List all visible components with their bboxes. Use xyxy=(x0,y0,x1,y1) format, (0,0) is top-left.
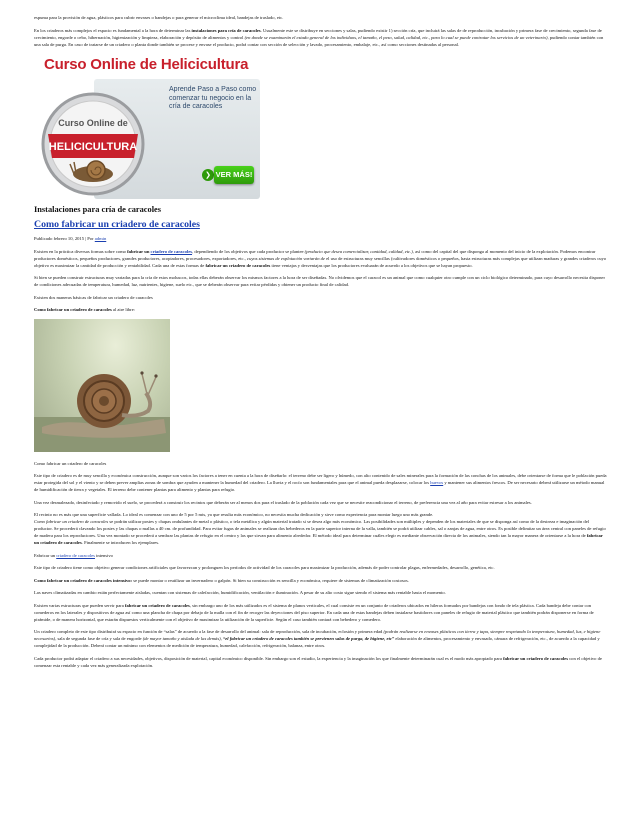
text-span: , así como del capital del que disponga al momento del inicio de la explotación. Podemos encontrar productores domésticos, pequeños productores, grandes productores, acopiadores, procesadores, exportadores, etc., xyxy=(34,248,596,261)
text-span: , sala de segunda fase de cría y sala de engorde xyxy=(55,636,143,641)
snail-image xyxy=(34,319,170,452)
course-ad-banner[interactable] xyxy=(34,53,260,200)
text-span: y mantener sus alimentos frescos. De ser necesario deberá utilizarse un método manual de humidificación de tierra y vegetales. El terreno debe contener plantas para alimento y plantas para refugio. xyxy=(34,480,605,492)
text-span: , pudiendo contar también con una sala de purga. En caso de tratarse de un criadero o planta donde también se procese y envase el producto, podrá contar con sección de selección y lavado, procesamiento, embalaje, etc., así como secciones destinadas al personal. xyxy=(34,34,604,47)
post-title[interactable] xyxy=(34,219,608,230)
paragraph-5 xyxy=(34,472,608,493)
publish-date: Publicado febrero 10, 2015 | Por xyxy=(34,236,95,241)
keyword-bold: fabricar un criadero de caracoles xyxy=(503,655,568,661)
paragraph-12 xyxy=(34,602,608,623)
paragraph-3: Existen dos maneras básicas de fabricar un criadero de caracoles xyxy=(34,294,153,300)
keyword-bold: fabricar un criadero de caracoles xyxy=(124,602,190,608)
logo-top-text: Curso Online de xyxy=(58,118,128,128)
keyword-bold: fabricar un criadero de caracoles xyxy=(205,262,271,268)
paragraph-1 xyxy=(34,248,608,269)
text-span: . Finalmente se introducen los ejemplares. xyxy=(81,540,160,545)
text-span: tiene ventajas y desventajas que los productores evaluarán de acuerdo a los objetivos que se hayan propuesto. xyxy=(270,262,473,268)
paragraph-4 xyxy=(34,306,608,313)
paragraph-14 xyxy=(34,655,608,669)
text-italic: (en donde se examinarán el estado general de los individuos, el tamaño, el peso, salud, calidad, etc., para lo cual se puede contratar los servicios de un veterinario) xyxy=(244,34,548,40)
logo-main-text: HELICICULTURA xyxy=(48,141,138,153)
keyword-bold: Como fabricar un criadero de caracoles xyxy=(34,307,112,312)
paragraph-2: Si bien se pueden construir estructuras muy variadas para la cría de estos moluscos, todas ellas deberán observar los mismos factores a la hora de ser diseñadas. No olvidemos que el caracol es un animal que como cualquier otro cumple con un ciclo biológico determinado, para cuyo desarrollo necesita disponer de condiciones adecuadas de temperatura, humedad, luz, nutrientes, higiene, suelo etc., que se deberán observar para evitar pérdidas y obtener un producto final de calidad. xyxy=(34,275,605,287)
banner-title: Curso Online de Helicicultura xyxy=(44,56,249,73)
keyword-bold: fabricar un criadero de caracoles xyxy=(34,533,603,545)
text-italic: (producto que desea comercializar, cantidad, calidad, etc.) xyxy=(304,248,413,254)
paragraph-9: Este tipo de criadero tiene como objetivo generar condiciones artificiales que favorezcan y prolonguen los períodos de actividad de los caracoles para maximizar la producción, además de poder controlar plagas, enfermedades, desarrollo, genética, etc. xyxy=(34,565,495,570)
text-span: se puede montar o reutilizar un invernadero o galpón. Si bien su construcción es sencilla y económica, requiere de sistemas de climatización costosos. xyxy=(132,577,409,583)
text-span: , sin embargo uno de los más utilizados es el sistema de planos verticales, el cual consiste en un conjunto de criaderos ubicados en hileras formados por bandejas con fondo de tela plástica. Cada bandeja debe contar con comederos en los laterales y dispositivos de agua así como una plancha de chapa por debajo de la malla con el fin de recoger las deyecciones del piso superior. En cada una de estas bandejas deben instalarse bastidores con paneles de refugio de material plástico que también podrán disponerse en forma de pirámide, o de manera horizontal, que estarán dispuestos verticalmente con el objetivo de maximizar la utilización de la superficie. Según el caso también contará con bebedero y comedero. xyxy=(34,602,594,622)
text-span: Existen en la práctica diversas formas sobre como xyxy=(34,248,128,254)
text-span: elaboración de alimentos, procesamiento y envasado, cámara de refrigeración, etc., de acuerdo a la capacidad y complejidad de la producción. Deberá contar un mínimo con elementos de medición de temperatura, humedad, calefacción, refrigeración, balanza, entre otros. xyxy=(34,636,600,648)
keyword-bold-italic: “el fabricar un criadero de caracoles también se previenen salas de purga, de higiene, etc” xyxy=(222,636,395,641)
text-span: El recinto no es más que una superficie vallada. Lo ideal es comenzar con uno de 5 por 5 mts, ya que resulta más económico, no necesita mucha dedicación y sirve como experiencia para montar luego uno más grande. xyxy=(34,512,434,517)
text-span: Existen varias estructuras que pueden servir para xyxy=(34,602,125,608)
paragraph-10 xyxy=(34,577,608,584)
text-span: Cada productor podrá adaptar el criadero a sus necesidades, objetivos, disposición de material, capital económico disponible. Sin embargo son el estudio, la experiencia y la imaginación los que finalmente determinarán cual es el modo más apropiado para xyxy=(34,655,504,661)
article-page xyxy=(34,14,608,674)
text-span: con el objetivo de comenzar esta rentable y cada vez más generalizada explotación. xyxy=(34,655,602,668)
post-meta xyxy=(34,235,608,242)
keyword-bold: fabricar un xyxy=(127,248,151,254)
intro-paragraph-2 xyxy=(34,27,608,48)
paragraph-11: Las naves climatizadas en cambio están perfectamente aisladas, cuentan con sistemas de calefacción, humidificación, ventilación e iluminación. A pesar de su alto costo sigue siendo el sistema más rentable hasta el momento. xyxy=(34,590,446,595)
text-italic: cuyos sistemas de explotación variarán de xyxy=(247,255,325,261)
text-span: se podrán utilizar postes y chapas ondulantes de metal o plástico, o tela metálica y algún material tratado si se desea algo más económico. Las posibilidades son múltiples y dependen de los materiales de que se disponga así como de la destreza e imaginación del productor. Se procederá clavando los postes y las chapas o mallas a 40 cm. de profundidad. Para evitar fugas de animales se realizan dos bebederos en la parte superior interna de la valla, también se podrá utilizar cables, sal o zanjas de agua, entre otros. Es posible delimitar un área central con paneles de refugio de madera para los reproductores. Una vez montado se procederá a sembrar las plantas de refugio en el centro y las que sirvan para alimento alrededor. El método ideal para determinar cuáles elegir es mediante observación directa de los animales, siendo tan la mayor manera de orientarse a la hora de xyxy=(34,519,606,538)
huevos-link[interactable]: huevos xyxy=(430,480,444,485)
text-span: el uso de estructuras muy sencillas (cultivadores domésticos o pequeños, hasta estructuras más complejas que utilizan maduras y grandes criaderos cuyo objetivo es maximizar la cantidad de producción y rentabilidad. Cada una de estas formas de xyxy=(34,255,607,268)
section-heading: Instalaciones para cría de caracoles xyxy=(34,205,161,214)
text-span: Un criadero completo de este tipo distribuirá su espacio en función de “salas” de acuerdo a la fase de desarrollo del animal: sala de reproducción, sala de incubación, eclosión y primera edad xyxy=(34,629,384,634)
text-span: Fabricar un xyxy=(34,552,57,558)
criadero-intensivo-link[interactable]: criadero de caracoles xyxy=(56,552,95,558)
paragraph-6: Una vez desmalezado, desinfectado y removido el suelo, se procederá a construir los recintos que deberán ser al menos dos para el traslado de la población cada vez que se necesite reacondicionar el terreno, de preferencia una vez al año para evitar estresar a los animales. xyxy=(34,499,532,505)
text-italic: (podrán realizarse en envases plásticos con tierra y tapa, siempre respetando la temperatura, humedad, luz, e higiene necesarios) xyxy=(34,629,601,641)
paragraph-7 xyxy=(34,511,608,546)
keyword-bold: instalaciones para cría de caracoles xyxy=(191,27,261,33)
text-italic: Como fabricar un criadero de caracoles xyxy=(34,519,109,524)
text-span: al aire libre: xyxy=(111,307,136,312)
text-span: intensivo xyxy=(94,552,113,558)
criadero-link[interactable]: criadero de caracoles xyxy=(150,248,193,254)
chevron-right-icon: ❯ xyxy=(202,169,214,181)
author-link[interactable]: admin xyxy=(94,236,107,241)
banner-tagline: Aprende Paso a Paso como comenzar tu negocio en la cría de caracoles xyxy=(169,86,257,110)
text-span: , dependiendo de los objetivos que cada productor se plantee xyxy=(192,248,305,254)
paragraph-13 xyxy=(34,628,608,649)
text-span: . Usualmente este se distribuye en secciones y salas, pudiendo existir 1) sección cría, que incluirá las salas de de reproducción, incubación y primera fase de crecimiento, segunda fase de crecimiento, engorde o cebo, hibernación, higienización y limpieza, elaboración y depósito de alimentos y control xyxy=(34,27,602,40)
snail-photo xyxy=(34,319,170,452)
see-more-button[interactable]: VER MÁS! xyxy=(214,166,254,184)
text-span: En los criaderos más complejos el espacio es fundamental a la hora de determinar las xyxy=(34,27,192,33)
text-span: Este tipo de criadero es de muy sencilla y económica construcción, aunque son varios los factores a tener en cuenta a la hora de diseñarlo: el terreno debe ser ligero y húmedo, con alto contenido de sales minerales para la formación de las conchas de los animales, debe orientarse de forma que le población pueda estar protegida del sol y el viento y se deben prever amplias zonas de sombra que ayuden a mantener la humedad del criadero. La lluvia y el rocío son fundamentales para que el animal pueda desplazarse, colocar los xyxy=(34,473,607,485)
post-title-link[interactable]: Como fabricar un criadero de caracoles xyxy=(34,219,200,230)
keyword-bold: Como fabricar un criadero de caracoles intensivo: xyxy=(34,577,133,583)
paragraph-8 xyxy=(34,552,608,559)
helicicultura-logo xyxy=(38,88,148,198)
intro-paragraph-1: espuma para la provisión de agua, plásticos para cubrir envases o bandejas o para generar el microclima ideal, bandejas de traslado, etc. xyxy=(34,15,284,20)
text-italic: (de mayor tamaño y aislada de las demás), xyxy=(142,636,223,641)
image-caption: Como fabricar un criadero de caracoles xyxy=(34,460,107,466)
